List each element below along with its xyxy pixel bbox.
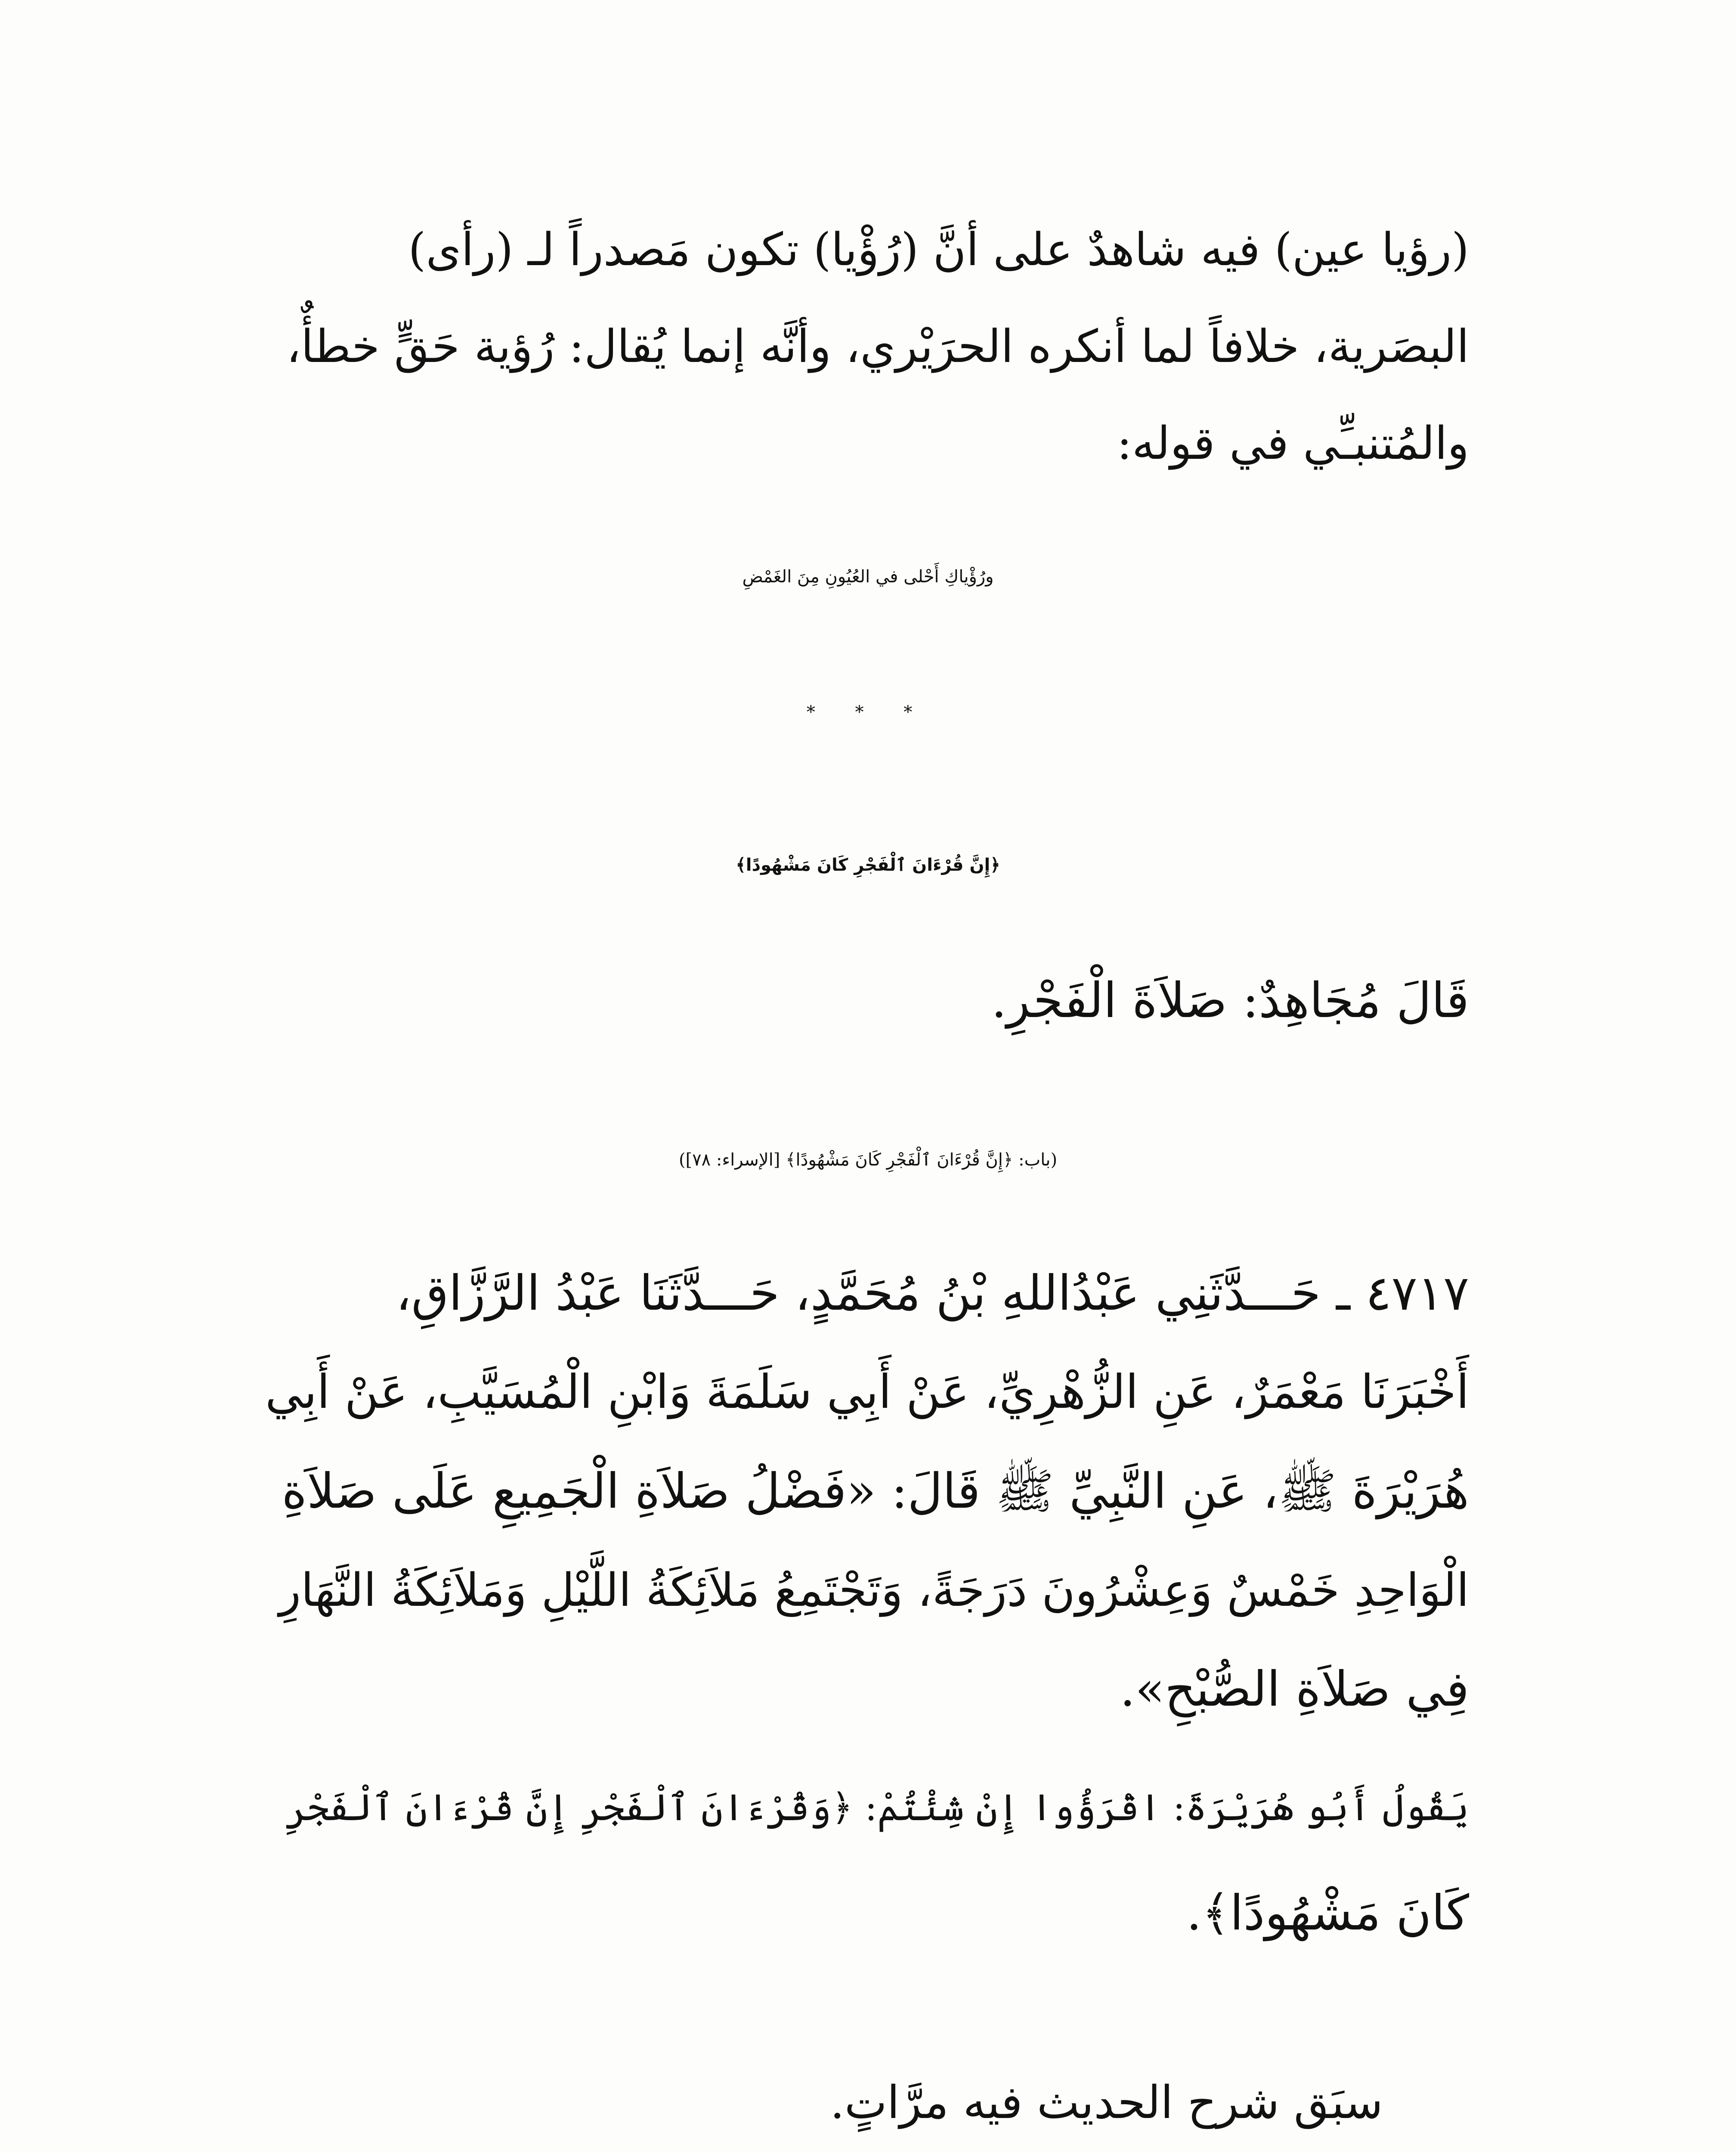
abu-hurayra-line-1: يَقُولُ أَبُو هُرَيْرَةَ: اقْرَؤُوا إِنْ شِئْتُمْ: ﴿وَقُرْءَانَ ٱلْفَجْرِ إِنَّ قُرْءَانَ ٱلْفَجْرِ: [285, 1786, 1469, 1829]
section-separator: * * *: [806, 702, 930, 722]
hadith-line-1: ٤٧١٧ ـ حَـــدَّثَنِي عَبْدُاللهِ بْنُ مُحَمَّدٍ، حَـــدَّثَنَا عَبْدُ الرَّزَّاقِ،: [396, 1265, 1469, 1321]
hadith-line-3: هُرَيْرَةَ ﷺ، عَنِ النَّبِيِّ ﷺ قَالَ: «فَضْلُ صَلاَةِ الْجَمِيعِ عَلَى صَلاَةِ: [282, 1463, 1469, 1519]
bab-heading: (باب: ﴿إِنَّ قُرْءَانَ ٱلْفَجْرِ كَانَ مَشْهُودًا﴾ [الإسراء: ٧٨]): [678, 1150, 1058, 1170]
intro-line-1: (رؤيا عين) فيه شاهدٌ على أنَّ (رُؤْيا) تكون مَصدراً لـ (رأى): [408, 223, 1469, 276]
intro-line-3: والمُتنبـِّي في قوله:: [1117, 417, 1469, 470]
hadith-line-4: الْوَاحِدِ خَمْسٌ وَعِشْرُونَ دَرَجَةً، وَتَجْتَمِعُ مَلاَئِكَةُ اللَّيْلِ وَمَلاَئِكَةُ النَّهَارِ: [279, 1564, 1469, 1617]
abu-hurayra-line-2: كَانَ مَشْهُودًا﴾.: [1186, 1885, 1469, 1941]
mujahid-line: قَالَ مُجَاهِدٌ: صَلاَةَ الْفَجْرِ.: [991, 973, 1469, 1029]
hadith-line-5: فِي صَلاَةِ الصُّبْحِ».: [1120, 1661, 1469, 1717]
commentary-note: سبَق شرح الحديث فيه مرَّاتٍ.: [830, 2076, 1383, 2129]
intro-line-2: البصَرية، خلافاً لما أنكره الحرَيْري، وأنَّه إنما يُقال: رُؤية حَقٍّ خطأٌ،: [286, 320, 1469, 373]
chapter-heading: ﴿إِنَّ قُرْءَانَ ٱلْفَجْرِ كَانَ مَشْهُودًا﴾: [736, 855, 1000, 875]
poem-verse: ورُؤْياكِ أَحْلى في العُيُونِ مِنَ الغَمْضِ: [742, 567, 994, 587]
hadith-line-2: أَخْبَرَنَا مَعْمَرٌ، عَنِ الزُّهْرِيِّ، عَنْ أَبِي سَلَمَةَ وَابْنِ الْمُسَيَّبِ، عَنْ أَبِي: [265, 1365, 1469, 1419]
